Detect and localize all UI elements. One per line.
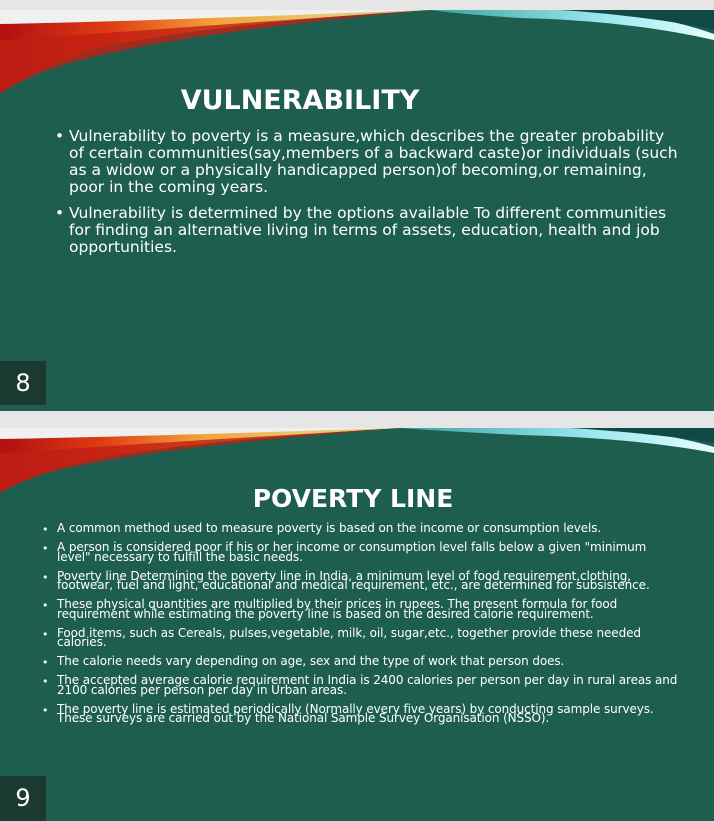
list-item: • The accepted average calorie requirement in India is 2400 calories per person per day in rural areas and 2100 calories per person per day in Urban areas.	[42, 676, 682, 695]
slide-title: POVERTY LINE	[252, 484, 454, 513]
list-item: • A person is considered poor if his or her income or consumption level falls below a given "minimum level" necessary to fulfill the basic needs.	[42, 543, 682, 562]
list-item: • The calorie needs vary depending on age, sex and the type of work that person does.	[42, 657, 682, 667]
list-item: • A common method used to measure poverty is based on the income or consumption levels.	[42, 524, 682, 534]
bullet-list	[42, 521, 682, 733]
list-item: • Food items, such as Cereals, pulses,vegetable, milk, oil, sugar,etc., together provide these needed calories.	[42, 629, 682, 648]
slide-number: 9	[0, 776, 46, 821]
list-item: • Vulnerability to poverty is a measure,which describes the greater probability of certain communities(say,members of a backward caste)or individuals (such as a widow or a physically handicapped person)of becoming,or remaining, poor in the coming years.	[55, 128, 680, 196]
list-item: • The poverty line is estimated periodically (Normally every five years) by conducting sample surveys. These surveys are carried out by the National Sample Survey Organisation (NSSO).	[42, 705, 682, 724]
bullet-list	[55, 128, 680, 265]
list-item: • Vulnerability is determined by the options available To different communities for finding an alternative living in terms of assets, education, health and job opportunities.	[55, 205, 680, 256]
slide-title: VULNERABILITY	[180, 85, 420, 116]
list-item: • These physical quantities are multiplied by their prices in rupees. The present formula for food requirement while estimating the poverty line is based on the desired calorie requirement.	[42, 600, 682, 619]
list-item: • Poverty line Determining the poverty line in India, a minimum level of food requirement,clothing, footwear, fuel and light, educational and medical requirement, etc., are determined for subsistence.	[42, 572, 682, 591]
slide-9	[0, 423, 714, 821]
slide-number: 8	[0, 361, 46, 405]
